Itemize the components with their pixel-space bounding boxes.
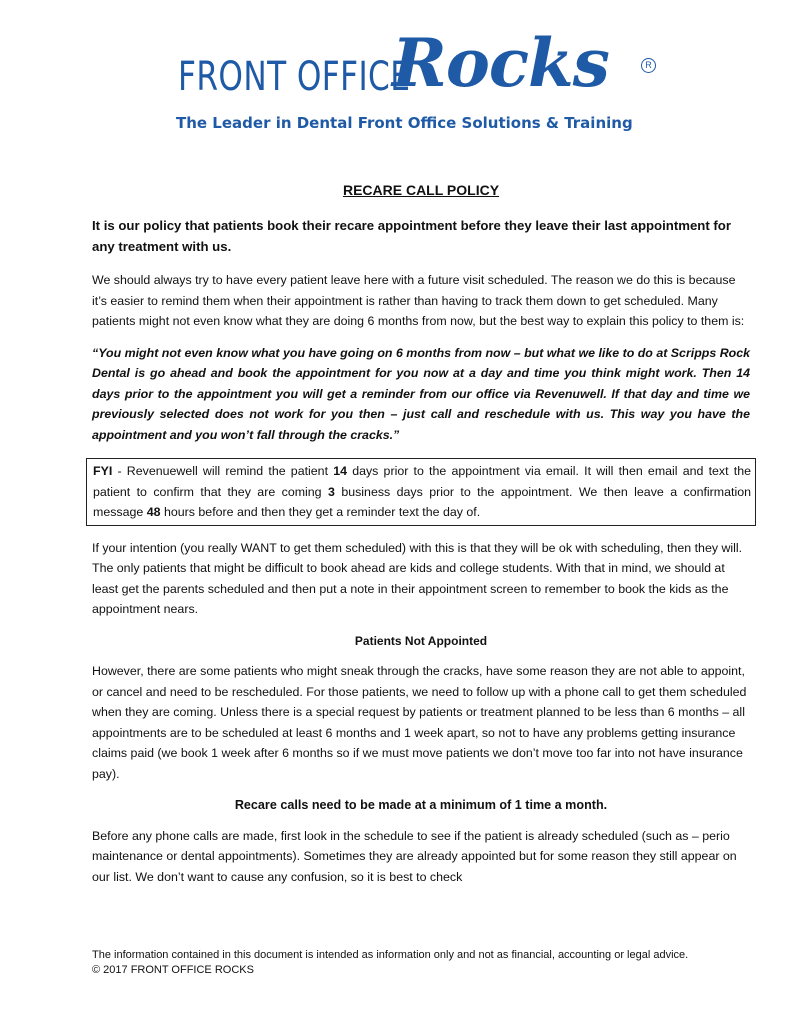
paragraph-check-schedule: Before any phone calls are made, first look in the schedule to see if the patient is already scheduled (such as – perio maintenance or dental appointments). Sometimes they are already appointed but for some reason they still appear on our list. We don’t want to cause any confusion, so it is best to check bbox=[92, 828, 737, 884]
front-office-rocks-logo bbox=[160, 18, 660, 138]
patient-script-quote: “You might not even know what you have going on 6 months from now – but what we like to do at Scripps Rock Dental is go ahead and book the appointment for you now at a day and time you think might work. Then 14 days prior to the appointment you will get a reminder from our office via Revenuwell. If that day and time we previously selected does not work for you then – just call and reschedule with us. This way you have the appointment and you won’t fall through the cracks.” bbox=[92, 345, 750, 442]
fyi-business-days-value: 3 bbox=[328, 484, 335, 499]
logo-rocks-script: Rocks bbox=[392, 24, 609, 102]
document-body bbox=[92, 182, 750, 898]
fyi-text-4: hours before and then they get a reminder text the day of. bbox=[160, 505, 481, 519]
paragraph-not-appointed: However, there are some patients who might sneak through the cracks, have some reason they are not able to appoint, or cancel and need to be rescheduled. For those patients, we need to follow up with a phone call to get them scheduled when they are coming. Unless there is a special request by patients or treatment planned to be less than 6 months – all appointments are to be scheduled at least 6 months and 1 week apart, so not to have any problems getting insurance claims paid (we book 1 week after 6 months so if we must move patients we don’t move too far into not have insurance pay). bbox=[92, 664, 747, 781]
paragraph-intention: If your intention (you really WANT to get them scheduled) with this is that they will be ok with scheduling, then they will. The only patients that might be difficult to book ahead are kids and college students. With that in mind, we should at least get the parents scheduled and then put a note in their appointment screen to remember to book the kids as the appointment nears. bbox=[92, 540, 743, 616]
fyi-days-value: 14 bbox=[333, 464, 347, 478]
document-title: RECARE CALL POLICY bbox=[342, 182, 500, 198]
footer-disclaimer: The information contained in this document is intended as information only and not as financial, accounting or legal advice. bbox=[92, 949, 689, 961]
fyi-text-2: days prior to the appointment via email. It will then email and text the patient to confirm that they are coming bbox=[93, 464, 751, 499]
footer-copyright: © 2017 FRONT OFFICE ROCKS bbox=[92, 964, 254, 976]
fyi-hours-value: 48 bbox=[146, 505, 161, 519]
fyi-text-1: - Revenuewell will remind the patient bbox=[112, 464, 334, 478]
fyi-label: FYI bbox=[93, 464, 113, 478]
fyi-text-3: business days prior to the appointment. We then leave a confirmation message bbox=[93, 484, 751, 519]
logo-front-office-text: FRONT OFFICE bbox=[178, 54, 411, 100]
section-heading-not-appointed: Patients Not Appointed bbox=[354, 633, 488, 648]
logo-tagline: The Leader in Dental Front Office Solutions & Training bbox=[176, 114, 633, 132]
registered-mark: R bbox=[641, 58, 656, 73]
fyi-box bbox=[86, 458, 756, 526]
paragraph-intro: We should always try to have every patient leave here with a future visit scheduled. The reason we do this is because it’s easier to remind them when their appointment is rather than having to track them down to get scheduled. Many patients might not even know what they are doing 6 months from now, but the best way to explain this policy to them is: bbox=[92, 273, 745, 328]
policy-statement: It is our policy that patients book their recare appointment before they leave their last appointment for any treatment with us. bbox=[92, 218, 731, 254]
section-heading-recare-calls: Recare calls need to be made at a minimum of 1 time a month. bbox=[234, 798, 608, 812]
page-footer bbox=[92, 948, 752, 978]
